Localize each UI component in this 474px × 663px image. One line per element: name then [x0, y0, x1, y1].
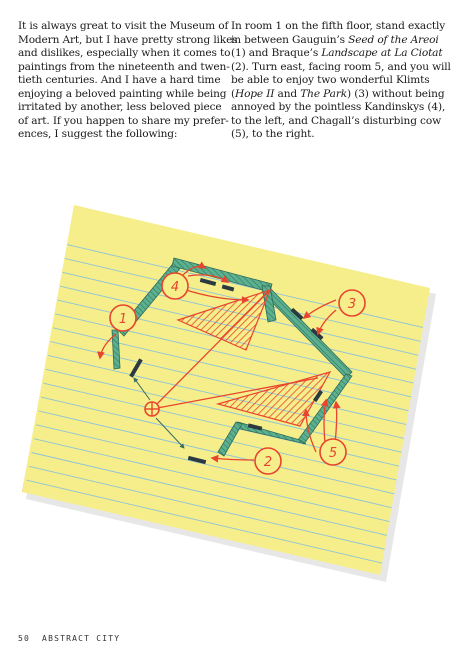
- svg-text:5: 5: [328, 446, 338, 461]
- paragraph-line: ences, I suggest the following:: [18, 128, 178, 140]
- paragraph-line: of art. If you happen to share my prefer-: [18, 114, 229, 127]
- paragraph-line: enjoying a beloved painting while being: [18, 87, 227, 100]
- paragraph-line: be able to enjoy two wonderful Klimts: [231, 74, 430, 86]
- painting-title: The Park: [300, 87, 348, 100]
- page-number: 50: [18, 634, 31, 643]
- marker-5: [320, 439, 346, 465]
- paragraph-line: Modern Art, but I have pretty strong likes: [18, 33, 238, 46]
- paragraph-line: annoyed by the pointless Kandinskys (4),: [231, 101, 446, 113]
- paragraph-line: It is always great to visit the Museum of: [18, 20, 229, 32]
- page-footer: [18, 634, 120, 643]
- marker-2: [255, 448, 281, 474]
- paragraph-line: and dislikes, especially when it comes to: [18, 47, 231, 59]
- section-title: ABSTRACT CITY: [42, 634, 121, 643]
- viewer-position-icon: [145, 402, 159, 416]
- paragraph-line: to the left, and Chagall’s disturbing cow: [231, 114, 441, 127]
- marker-4: [162, 273, 188, 299]
- paragraph-line: (1) and Braque’s Landscape at La Ciotat: [231, 47, 443, 59]
- paragraph-line: in between Gauguin’s Seed of the Areoi: [231, 33, 439, 46]
- paragraph-line: In room 1 on the fifth floor, stand exactly: [231, 20, 446, 32]
- paragraph-line: (5), to the right.: [231, 128, 315, 140]
- svg-text:3: 3: [347, 297, 357, 312]
- paragraph-line: paintings from the nineteenth and twen-: [18, 60, 230, 73]
- marker-3: [339, 290, 365, 316]
- painting-title: Hope II: [234, 87, 275, 100]
- svg-text:2: 2: [263, 455, 273, 470]
- paragraph-line: irritated by another, less beloved piece: [18, 101, 222, 113]
- paragraph-line: tieth centuries. And I have a hard time: [18, 74, 221, 86]
- paragraph-line: (Hope II and The Park) (3) without being: [231, 87, 445, 100]
- paragraph-line: (2). Turn east, facing room 5, and you will: [231, 60, 451, 73]
- svg-text:4: 4: [170, 280, 180, 295]
- index-card: [22, 205, 430, 575]
- marker-1: [110, 305, 136, 331]
- svg-text:1: 1: [118, 312, 128, 327]
- painting-title: Seed of the Areoi: [348, 33, 439, 46]
- painting-title: Landscape at La Ciotat: [321, 47, 443, 59]
